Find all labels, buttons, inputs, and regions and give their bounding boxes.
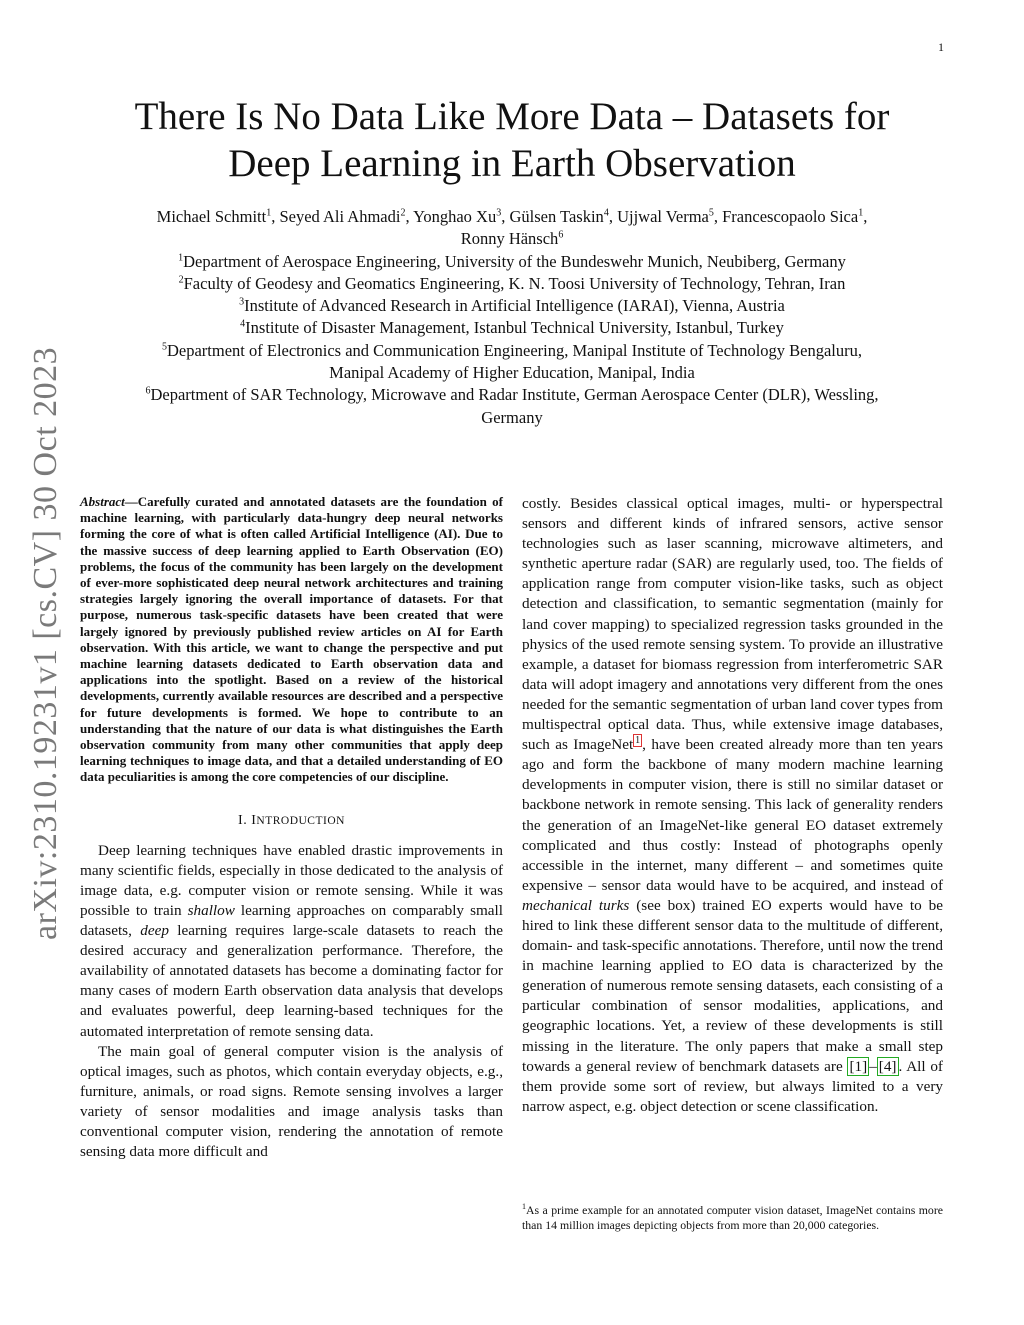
author-list-continued: Ronny Hänsch$^6$ xyxy=(460,229,564,249)
affiliation-3: $^3$Institute of Advanced Research in Artificial Intelligence (IARAI), Vienna, Austria xyxy=(239,296,785,316)
footnote-link-1[interactable]: 1 xyxy=(635,735,641,747)
affiliation-5: $^5$Department of Electronics and Communication Engineering, Manipal Institute of Technology Bengaluru, xyxy=(161,340,863,360)
abstract-label: Abstract xyxy=(80,494,125,509)
paper-title xyxy=(80,93,944,187)
right-column xyxy=(522,494,943,1117)
affiliation-1: $^1$Department of Aerospace Engineering, University of the Bundeswehr Munich, Neubiberg, Germany xyxy=(178,251,846,271)
left-column xyxy=(80,494,503,1162)
footnote: $^1$As a prime example for an annotated computer vision dataset, ImageNet contains more than 14 million images depicting objects from more than 20,000 categories. xyxy=(522,1202,943,1232)
affiliation-5-continued: Manipal Academy of Higher Education, Manipal, India xyxy=(329,363,695,383)
footnote-text: As a prime example for an annotated computer vision dataset, ImageNet contains more than 14 million images depicting objects from more than 20,000 categories. xyxy=(522,1203,943,1232)
author-list: Michael Schmitt$^1$, Seyed Ali Ahmadi$^2$, Yonghao Xu$^3$, Gülsen Taskin$^4$, Ujjwal Verma$^5$, Francescopaolo Sica$^1$, xyxy=(156,207,868,226)
section-heading-introduction: I. INTRODUCTION xyxy=(238,812,345,828)
title-line-2: Deep Learning in Earth Observation xyxy=(228,142,796,185)
citation-link-1[interactable]: [1] xyxy=(849,1057,868,1075)
citation-link-4[interactable]: [4] xyxy=(878,1057,897,1075)
arxiv-identifier-stamp: arXiv:2310.19231v1 [cs.CV] 30 Oct 2023 xyxy=(27,346,64,940)
affiliation-6-continued: Germany xyxy=(481,407,543,427)
intro-paragraph-2-continued: costly. Besides classical optical images, multi- or hyperspectral sensors and different kinds of infrared sensors, active sensor technologies such as laser scanning, microwave altimeters, and synthetic aperture radar (SAR) are regularly used, too. The fields of application range from computer vision-like tasks, such as object detection and classification, to semantic segmentation (mainly for land cover mapping) to specialized regression tasks grounded in the physics of the used remote sensing system. To provide an illustrative example, a dataset for biomass regression from interferometric SAR data will adopt imagery and annotations very different from the ones needed for the semantic segmentation of urban land cover types from multispectral optical data. Thus, while extensive image databases, such as ImageNet $^1$ , have been created already more than ten years ago and form the backbone of many modern machine learning developments in computer vision, there is still no similar dataset or backbone network in remote sensing. This lack of generality renders the generation of an ImageNet-like general EO dataset extremely complicated and thus costly: Instead of photographs openly accessible in the internet, many different – and sometimes quite expensive – sensor data would have to be acquired, and instead of mechanical turks (see box) trained EO experts would have to be hired to link these different sensor data to the multitude of different, domain- and task-specific annotations. Therefore, until now the trend in machine learning applied to EO data is characterized by the generation of numerous remote sensing datasets, each consisting of a particular combination of sensor modalities, applications, and geographic locations. Yet, a review of these developments is still missing in the literature. The only papers that make a small step towards a general review of benchmark datasets are [1] – [4] . All of them provide some sort of review, but always limited to a very narrow aspect, e.g. object detection or scene classification. xyxy=(522,495,943,1115)
abstract: Abstract—Carefully curated and annotated datasets are the foundation of machine learning, with particularly data-hungry deep neural networks forming the core of what is often called Artificial Intelligence (AI). Due to the massive success of deep learning applied to Earth Observation (EO) problems, the focus of the community has been largely on the development of ever-more sophisticated deep neural network architectures and training strategies largely ignoring the overall importance of datasets. For that purpose, numerous task-specific datasets have been created that were largely ignored by previously published review articles on AI for Earth observation. With this article, we want to change the perspective and put machine learning datasets dedicated to Earth observation data and applications into the spotlight. Based on a review of the historical developments, currently available resources are described and a perspective for future developments is formed. We hope to contribute to an understanding that the nature of our data is what distinguishes the Earth observation community from many other communities that apply deep learning techniques to image data, and that a detailed understanding of EO data peculiarities is among the core competencies of our discipline. xyxy=(80,494,503,785)
affiliation-4: $^4$Institute of Disaster Management, Istanbul Technical University, Istanbul, Turkey xyxy=(240,318,784,338)
abstract-text: Carefully curated and annotated datasets are the foundation of machine learning, with particularly data-hungry deep neural networks forming the core of what is often called Artificial Intelligence (AI). Due to the massive success of deep learning applied to Earth Observation (EO) problems, the focus of the community has been largely on the development of ever-more sophisticated deep neural network architectures and training strategies largely ignoring the overall importance of datasets. For that purpose, numerous task-specific datasets have been created that were largely ignored by previously published review articles on AI for Earth observation. With this article, we want to change the perspective and put machine learning datasets dedicated to Earth observation data and applications into the spotlight. Based on a review of the historical developments, currently available resources are described and a perspective for future developments is formed. We hope to contribute to an understanding that the nature of our data is what distinguishes the Earth observation community from many other communities that apply deep learning techniques to image data, and that a detailed understanding of EO data peculiarities is among the core competencies of our discipline. xyxy=(80,494,503,785)
intro-paragraph-2: The main goal of general computer vision is the analysis of optical images, such as photos, which contain everyday objects, e.g., furniture, animals, or road signs. Remote sensing involves a larger variety of sensor modalities and image analysis tasks than conventional computer vision, rendering the annotation of remote sensing data more difficult and xyxy=(80,1042,503,1161)
affiliation-2: $^2$Faculty of Geodesy and Geomatics Engineering, K. N. Toosi University of Technology, Tehran, Iran xyxy=(178,273,846,293)
title-line-1: There Is No Data Like More Data – Datasets for xyxy=(134,95,890,138)
affiliation-6: $^6$Department of SAR Technology, Microwave and Radar Institute, German Aerospace Center (DLR), Wessling, xyxy=(145,385,879,405)
intro-paragraph-1: Deep learning techniques have enabled drastic improvements in many scientific fields, especially in those dedicated to the analysis of image data, e.g. computer vision or remote sensing. While it was possible to train shallow learning approaches on comparably small datasets, deep learning requires large-scale datasets to reach the desired accuracy and generalization performance. Therefore, the availability of annotated datasets has become a dominating factor for many cases of modern Earth observation data analysis that develops and evaluates powerful, deep learning-based techniques for the automated interpretation of remote sensing data. xyxy=(80,841,504,1040)
page-number: 1 xyxy=(938,40,944,54)
author-block xyxy=(80,206,944,429)
